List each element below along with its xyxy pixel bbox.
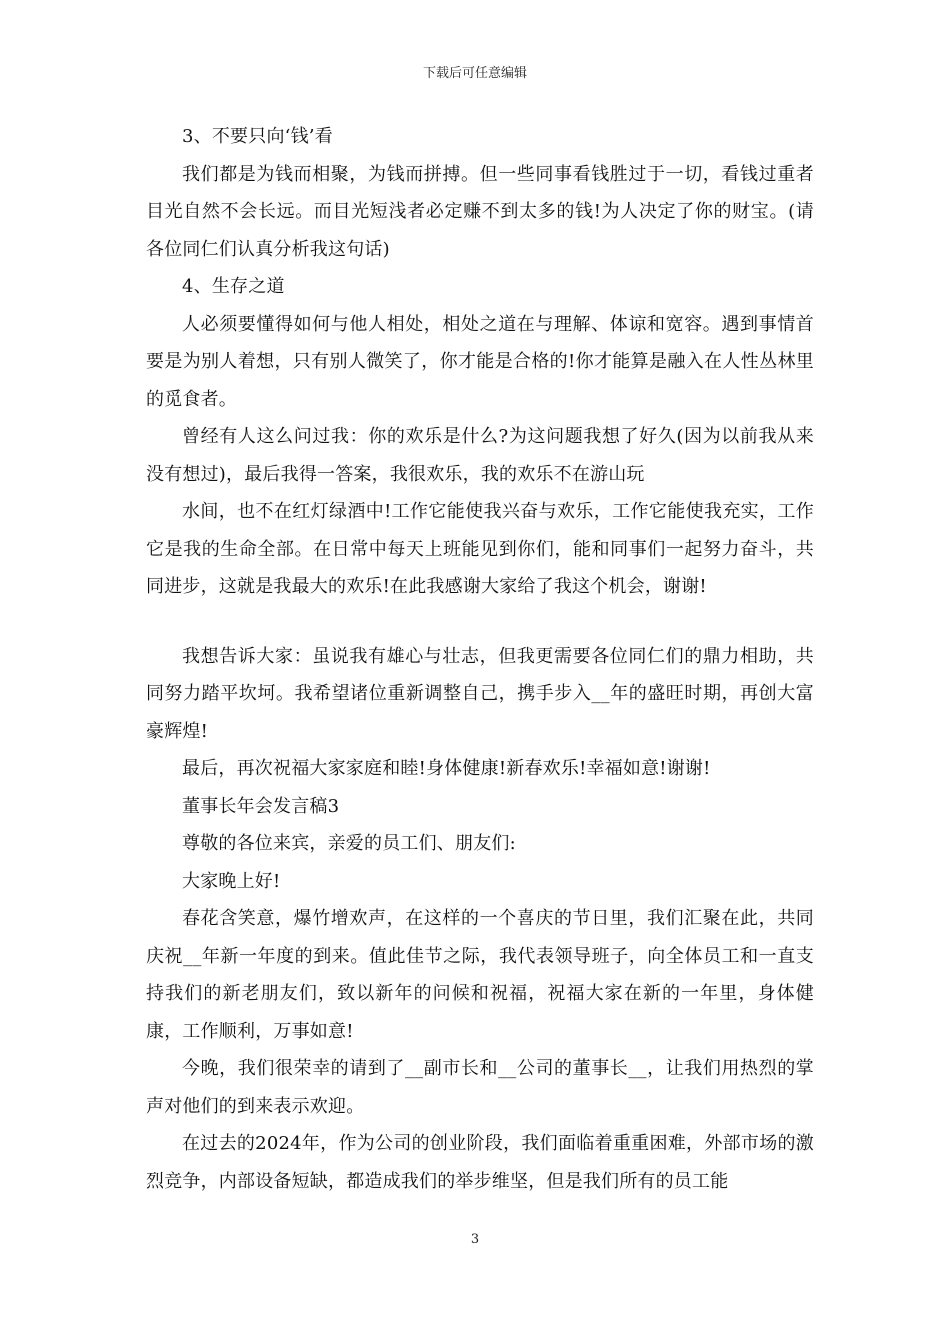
- salutation: 尊敬的各位来宾，亲爱的员工们、朋友们:: [182, 833, 516, 854]
- paragraph: 曾经有人这么问过我：你的欢乐是什么?为这问题我想了好久(因为以前我从来没有想过)，最后我得一答案，我很欢乐，我的欢乐不在游山玩: [146, 426, 814, 485]
- paragraph: 最后，再次祝福大家家庭和睦!身体健康!新春欢乐!幸福如意!谢谢!: [182, 758, 711, 779]
- document-body: [146, 118, 814, 1200]
- paragraph: 今晚，我们很荣幸的请到了__副市长和__公司的董事长__，让我们用热烈的掌声对他们的到来表示欢迎。: [146, 1058, 814, 1117]
- section-heading: 4、生存之道: [182, 276, 285, 297]
- speech-title: 董事长年会发言稿3: [182, 795, 340, 817]
- page-number: 3: [470, 1232, 480, 1247]
- paragraph-gap: [146, 606, 814, 638]
- paragraph: 春花含笑意，爆竹增欢声，在这样的一个喜庆的节日里，我们汇聚在此，共同庆祝__年新一年度的到来。值此佳节之际，我代表领导班子，向全体员工和一直支持我们的新老朋友们，致以新年的问候和祝福，祝福大家在新的一年里，身体健康，工作顺利，万事如意!: [146, 908, 814, 1042]
- section-heading: 3、不要只向‘钱’看: [182, 126, 333, 147]
- paragraph: 在过去的2024年，作为公司的创业阶段，我们面临着重重困难，外部市场的激烈竞争，内部设备短缺，都造成我们的举步维坚，但是我们所有的员工能: [146, 1133, 814, 1192]
- paragraph: 人必须要懂得如何与他人相处，相处之道在与理解、体谅和宽容。遇到事情首要是为别人着想，只有别人微笑了，你才能是合格的!你才能算是融入在人性丛林里的觅食者。: [146, 313, 814, 410]
- greeting: 大家晚上好!: [182, 870, 281, 892]
- paragraph: 我们都是为钱而相聚，为钱而拼搏。但一些同事看钱胜过于一切，看钱过重者目光自然不会长远。而目光短浅者必定赚不到太多的钱!为人决定了你的财宝。(请各位同仁们认真分析我这句话): [146, 163, 814, 260]
- paragraph: 水间，也不在红灯绿酒中!工作它能使我兴奋与欢乐，工作它能使我充实，工作它是我的生命全部。在日常中每天上班能见到你们，能和同事们一起努力奋斗，共同进步，这就是我最大的欢乐!在此我感谢大家给了我这个机会，谢谢!: [146, 501, 814, 597]
- page-header: 下载后可任意编辑: [422, 66, 527, 81]
- paragraph: 我想告诉大家：虽说我有雄心与壮志，但我更需要各位同仁们的鼎力相助，共同努力踏平坎坷。我希望诸位重新调整自己，携手步入__年的盛旺时期，再创大富豪辉煌!: [146, 645, 814, 742]
